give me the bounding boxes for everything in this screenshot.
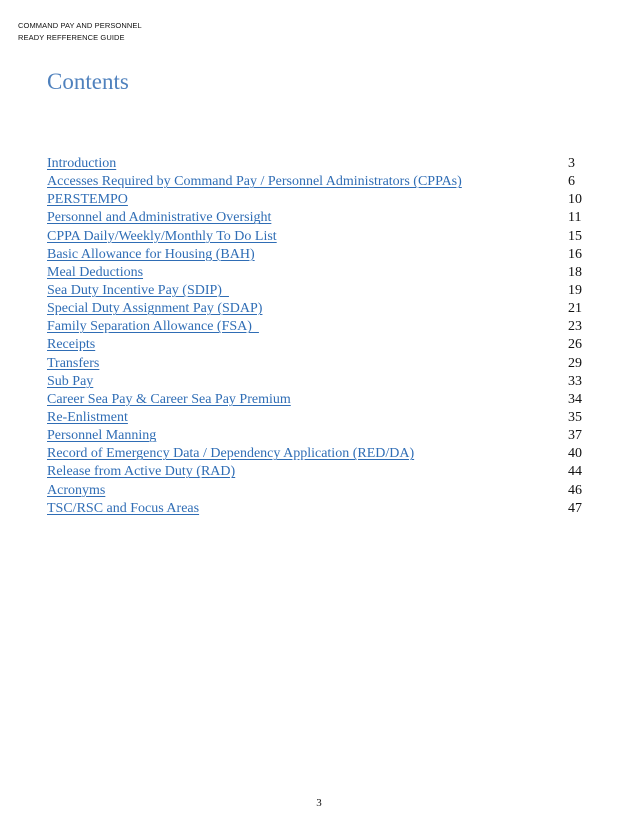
toc-link[interactable]: TSC/RSC and Focus Areas	[47, 500, 200, 516]
toc-entry	[47, 282, 584, 300]
toc-page-number: 11	[568, 210, 582, 226]
toc-page-number: 29	[568, 355, 582, 371]
toc-page-number: 6	[568, 174, 575, 190]
toc-entry	[47, 173, 584, 191]
toc-page-number: 3	[568, 156, 575, 171]
toc-link[interactable]: CPPA Daily/Weekly/Monthly To Do List	[47, 228, 277, 244]
toc-entry	[47, 373, 584, 391]
toc-entry	[47, 191, 584, 209]
running-header	[18, 20, 142, 44]
toc-page-number: 37	[568, 428, 582, 444]
header-line-1: COMMAND PAY AND PERSONNEL	[18, 21, 142, 30]
toc-page-number: 16	[568, 246, 582, 262]
toc-entry	[47, 318, 584, 336]
toc-page-number: 44	[568, 464, 582, 480]
toc-entry	[47, 482, 584, 500]
toc-page-number: 34	[568, 391, 582, 407]
toc-link[interactable]: Sea Duty Incentive Pay (SDIP)	[47, 282, 229, 298]
toc-entry	[47, 445, 584, 463]
table-of-contents	[47, 155, 584, 518]
toc-page-number: 23	[568, 319, 582, 335]
footer-page-number: 3	[316, 797, 322, 809]
header-line-2: READY REFFERENCE GUIDE	[18, 33, 125, 42]
toc-link[interactable]: Meal Deductions	[47, 264, 144, 280]
toc-page-number: 15	[568, 228, 582, 244]
toc-page-number: 18	[568, 264, 582, 280]
toc-entry	[47, 300, 584, 318]
toc-link[interactable]: Record of Emergency Data / Dependency Application (RED/DA)	[47, 446, 415, 462]
toc-entry	[47, 228, 584, 246]
toc-entry	[47, 409, 584, 427]
toc-entry	[47, 427, 584, 445]
toc-link[interactable]: PERSTEMPO	[47, 192, 128, 208]
toc-page-number: 26	[568, 337, 582, 353]
contents-title: Contents	[47, 69, 129, 94]
toc-link[interactable]: Re-Enlistment	[47, 409, 128, 425]
toc-link[interactable]: Family Separation Allowance (FSA)	[47, 319, 259, 335]
toc-entry	[47, 155, 584, 173]
toc-link[interactable]: Career Sea Pay & Career Sea Pay Premium	[47, 391, 291, 407]
toc-link[interactable]: Introduction	[47, 156, 117, 171]
toc-entry	[47, 336, 584, 354]
toc-page-number: 33	[568, 373, 582, 389]
toc-entry	[47, 463, 584, 481]
toc-page-number: 40	[568, 446, 582, 462]
toc-link[interactable]: Personnel and Administrative Oversight	[47, 210, 272, 226]
toc-page-number: 21	[568, 301, 582, 317]
toc-page-number: 47	[568, 500, 582, 516]
toc-page-number: 35	[568, 409, 582, 425]
toc-entry	[47, 246, 584, 264]
toc-link[interactable]: Acronyms	[47, 482, 106, 498]
toc-link[interactable]: Accesses Required by Command Pay / Personnel Administrators (CPPAs)	[47, 174, 462, 190]
toc-page-number: 10	[568, 192, 582, 208]
toc-link[interactable]: Transfers	[47, 355, 100, 371]
toc-entry	[47, 500, 584, 518]
toc-entry	[47, 209, 584, 227]
toc-entry	[47, 391, 584, 409]
toc-page-number: 19	[568, 282, 582, 298]
toc-page-number: 46	[568, 482, 582, 498]
toc-link[interactable]: Release from Active Duty (RAD)	[47, 464, 236, 480]
toc-entry	[47, 264, 584, 282]
toc-entry	[47, 355, 584, 373]
toc-link[interactable]: Receipts	[47, 337, 96, 353]
toc-link[interactable]: Special Duty Assignment Pay (SDAP)	[47, 301, 263, 317]
toc-link[interactable]: Personnel Manning	[47, 428, 157, 444]
toc-link[interactable]: Sub Pay	[47, 373, 94, 389]
toc-link[interactable]: Basic Allowance for Housing (BAH)	[47, 246, 255, 262]
